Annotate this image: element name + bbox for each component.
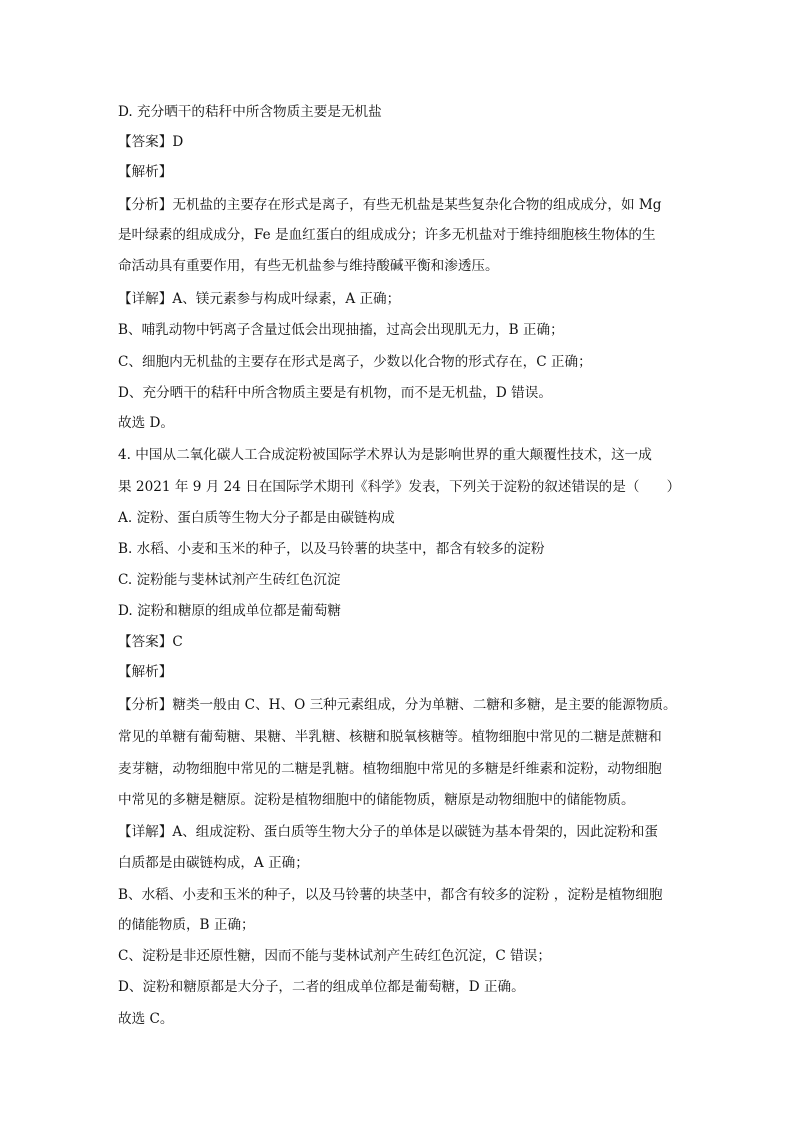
q4-detail-line: 的储能物质，B 正确；: [118, 917, 255, 933]
prev-analysis-line: 命活动具有重要作用，有些无机盐参与维持酸碱平衡和渗透压。: [118, 258, 499, 274]
prev-jiexi-heading: 【解析】: [118, 164, 173, 180]
prev-conclusion: 故选 D。: [118, 415, 175, 431]
q4-analysis-line: 常见的单糖有葡萄糖、果糖、半乳糖、核糖和脱氧核糖等。植物细胞中常见的二糖是蔗糖和: [118, 729, 662, 745]
q4-detail-line: D、淀粉和糖原都是大分子，二者的组成单位都是葡萄糖，D 正确。: [118, 979, 525, 995]
q4-detail-line: C、淀粉是非还原性糖，因而不能与斐林试剂产生砖红色沉淀，C 错误；: [118, 948, 551, 964]
q4-conclusion: 故选 C。: [118, 1011, 174, 1027]
prev-answer: 【答案】D: [118, 134, 184, 150]
q4-answer: 【答案】C: [118, 634, 183, 650]
question-option-a: A. 淀粉、蛋白质等生物大分子都是由碳链构成: [118, 510, 395, 526]
question-option-b: B. 水稻、小麦和玉米的种子，以及马铃薯的块茎中，都含有较多的淀粉: [118, 541, 545, 557]
prev-detail-line: 【详解】A、镁元素参与构成叶绿素，A 正确；: [118, 291, 401, 307]
prev-detail-line: C、细胞内无机盐的主要存在形式是离子，少数以化合物的形式存在，C 正确；: [118, 354, 592, 370]
q4-detail-line: 【详解】A、组成淀粉、蛋白质等生物大分子的单体是以碳链为基本骨架的，因此淀粉和蛋: [118, 824, 658, 840]
q4-detail-line: 白质都是由碳链构成，A 正确；: [118, 855, 309, 871]
question-option-c: C. 淀粉能与斐林试剂产生砖红色沉淀: [118, 572, 341, 588]
prev-analysis-line: 是叶绿素的组成成分，Fe 是血红蛋白的组成成分；许多无机盐对于维持细胞核生物体的生: [118, 227, 656, 243]
q4-jiexi-heading: 【解析】: [118, 664, 173, 680]
prev-analysis-line: 【分析】无机盐的主要存在形式是离子，有些无机盐是某些复杂化合物的组成成分，如 Mg: [118, 197, 662, 213]
q4-detail-line: B、水稻、小麦和玉米的种子，以及马铃薯的块茎中，都含有较多的淀粉 ，淀粉是植物细胞: [118, 887, 663, 903]
question-stem-line: 4. 中国从二氧化碳人工合成淀粉被国际学术界认为是影响世界的重大颠覆性技术，这一成: [118, 447, 652, 463]
q4-analysis-line: 中常见的多糖是糖原。淀粉是植物细胞中的储能物质，糖原是动物细胞中的储能物质。: [118, 792, 635, 808]
q4-analysis-line: 麦芽糖，动物细胞中常见的二糖是乳糖。植物细胞中常见的多糖是纤维素和淀粉，动物细胞: [118, 761, 662, 777]
prev-detail-line: B、哺乳动物中钙离子含量过低会出现抽搐，过高会出现肌无力，B 正确；: [118, 322, 564, 338]
prev-detail-line: D、充分晒干的秸秆中所含物质主要是有机物，而不是无机盐，D 错误。: [118, 385, 552, 401]
prev-option-d: D. 充分晒干的秸秆中所含物质主要是无机盐: [118, 104, 382, 120]
q4-analysis-line: 【分析】糖类一般由 C、H、O 三种元素组成，分为单糖、二糖和多糖，是主要的能源物质。: [118, 697, 677, 713]
question-option-d: D. 淀粉和糖原的组成单位都是葡萄糖: [118, 603, 341, 619]
question-stem-line: 果 2021 年 9 月 24 日在国际学术期刊《科学》发表，下列关于淀粉的叙述错误的是（ ）: [118, 479, 681, 495]
